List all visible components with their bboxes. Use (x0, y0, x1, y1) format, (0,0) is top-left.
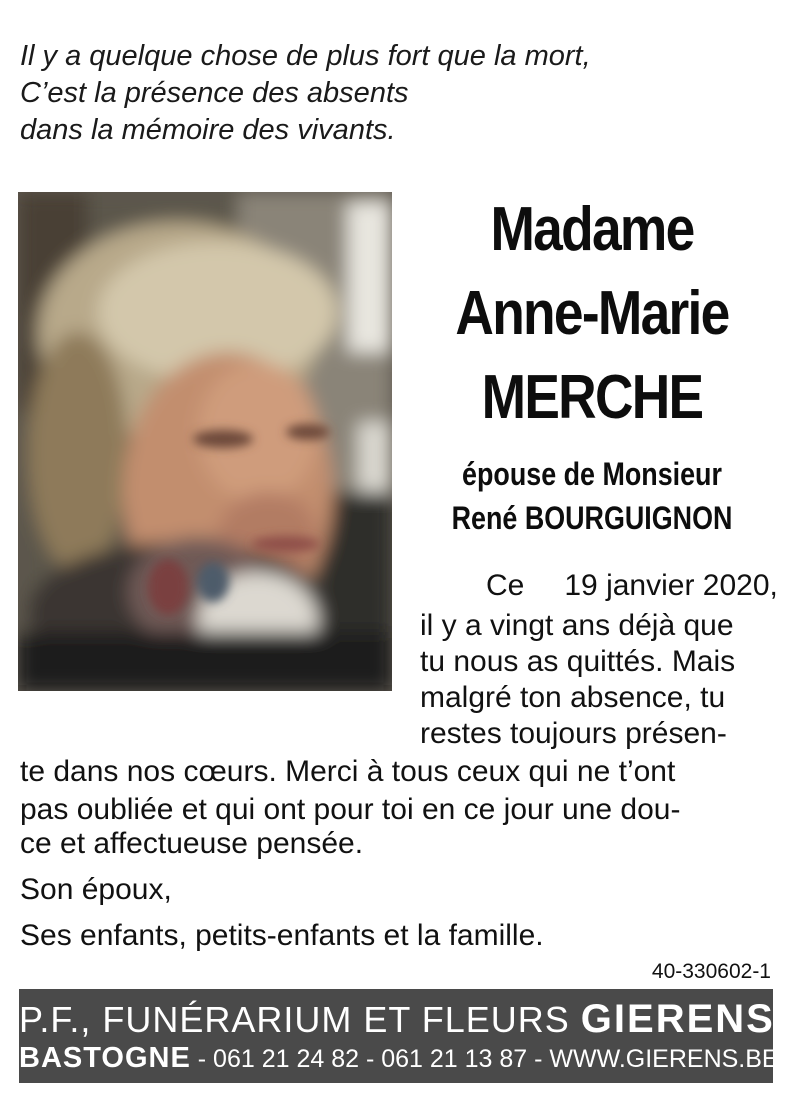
message-line: Ce 19 janvier 2020, (486, 569, 778, 602)
quote-line: Il y a quelque chose de plus fort que la mort, (20, 40, 591, 72)
name-first: Anne-Marie (455, 279, 729, 348)
funeral-home-name (19, 997, 773, 1042)
message-line: malgré ton absence, tu (420, 681, 726, 714)
funeral-home-prefix: P.F., FUNÉRARIUM ET FLEURS (19, 999, 570, 1040)
message-line: ce et affectueuse pensée. (20, 827, 364, 860)
message-line: il y a vingt ans déjà que (420, 609, 734, 642)
message-line: restes toujours présen- (420, 717, 727, 750)
spouse-line-1: épouse de Monsieur (462, 456, 722, 492)
name-title: Madame (490, 195, 694, 264)
name-last: MERCHE (481, 363, 703, 432)
message-line: tu nous as quittés. Mais (420, 645, 736, 678)
signature-line: Ses enfants, petits-enfants et la famille. (20, 919, 544, 952)
message-line: te dans nos cœurs. Merci à tous ceux qui ne t’ont (20, 755, 676, 788)
reference-number: 40-330602-1 (651, 960, 771, 983)
funeral-home-phones-website: - 061 21 24 82 - 061 21 13 87 - WWW.GIERENS.BE (197, 1045, 779, 1073)
epitaph-quote (20, 38, 740, 149)
message-line: pas oubliée et qui ont pour toi en ce jour une dou- (20, 793, 681, 826)
signature-line: Son époux, (20, 873, 172, 906)
funeral-home-contact (19, 1041, 779, 1076)
spouse-info (434, 452, 750, 540)
deceased-name (430, 188, 753, 440)
funeral-home-brand: GIERENS (580, 997, 775, 1041)
spouse-line-2: René BOURGUIGNON (451, 500, 733, 536)
funeral-home-town: BASTOGNE (19, 1042, 191, 1074)
portrait-photo (18, 192, 392, 691)
quote-line: C’est la présence des absents (20, 77, 409, 109)
quote-line: dans la mémoire des vivants. (20, 114, 396, 146)
funeral-home-banner (19, 989, 779, 1083)
